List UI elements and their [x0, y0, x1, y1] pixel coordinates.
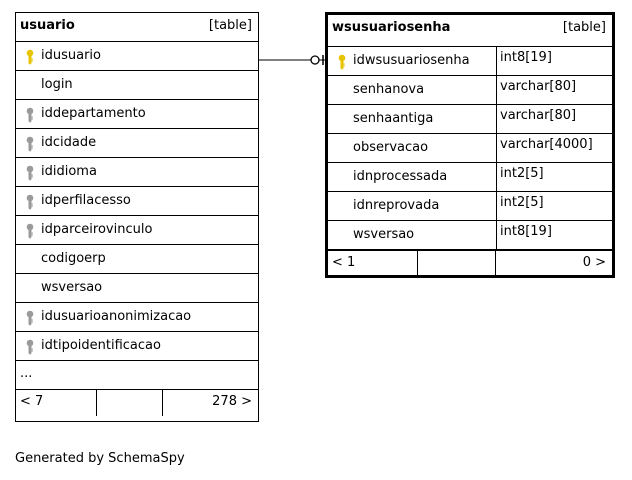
column-name: idperfilacesso: [41, 193, 131, 208]
column-row-login[interactable]: [16, 71, 258, 100]
usuario-table-footer: [16, 390, 258, 416]
column-row-idparceirovinculo[interactable]: [16, 216, 258, 245]
column-row-senhanova[interactable]: [328, 76, 612, 105]
column-row-observacao[interactable]: [328, 134, 612, 163]
column-row-idwsusuariosenha[interactable]: [328, 47, 612, 76]
column-type: int2[5]: [496, 163, 612, 191]
column-row-idusuarioanonimizacao[interactable]: [16, 303, 258, 332]
foreign-key-icon: [25, 223, 35, 239]
column-row-idnprocessada[interactable]: [328, 163, 612, 192]
parents-count[interactable]: < 7: [20, 394, 44, 409]
foreign-key-icon: [25, 165, 35, 181]
column-row-codigoerp[interactable]: [16, 245, 258, 274]
table-title: wsusuariosenha: [332, 20, 451, 35]
table-type-label: [table]: [562, 20, 606, 35]
column-name: login: [41, 77, 73, 92]
column-name: idcidade: [41, 135, 97, 150]
column-name: codigoerp: [41, 251, 106, 266]
generated-by-credit: Generated by SchemaSpy: [15, 451, 185, 466]
primary-key-icon: [337, 54, 347, 70]
column-type: varchar[80]: [496, 76, 612, 104]
column-row-ididioma[interactable]: [16, 158, 258, 187]
column-row-wsversao[interactable]: [16, 274, 258, 303]
foreign-key-icon: [25, 136, 35, 152]
children-count[interactable]: 0 >: [582, 255, 606, 270]
wsusuariosenha-table-header[interactable]: [328, 15, 612, 47]
column-name: idwsusuariosenha: [353, 53, 470, 68]
column-type: varchar[4000]: [496, 134, 612, 162]
foreign-key-icon: [25, 194, 35, 210]
column-name: wsversao: [41, 280, 103, 295]
usuario-table[interactable]: [15, 12, 259, 422]
column-name: idusuarioanonimizacao: [41, 309, 192, 324]
primary-key-icon: [25, 49, 35, 65]
wsusuariosenha-table[interactable]: [325, 12, 615, 278]
column-name: senhaantiga: [353, 111, 434, 126]
column-row-idusuario[interactable]: [16, 42, 258, 71]
column-name: iddepartamento: [41, 106, 146, 121]
column-type: int8[19]: [496, 221, 612, 249]
column-row-idtipoidentificacao[interactable]: [16, 332, 258, 361]
column-row-wsversao[interactable]: [328, 221, 612, 250]
column-row-senhaantiga[interactable]: [328, 105, 612, 134]
column-type: int2[5]: [496, 192, 612, 220]
column-row-idcidade[interactable]: [16, 129, 258, 158]
column-row-idperfilacesso[interactable]: [16, 187, 258, 216]
column-name: idnreprovada: [353, 198, 440, 213]
parents-count[interactable]: < 1: [332, 255, 356, 270]
column-row-idnreprovada[interactable]: [328, 192, 612, 221]
column-name: idusuario: [41, 48, 101, 63]
column-name: idnprocessada: [353, 169, 448, 184]
column-row-iddepartamento[interactable]: [16, 100, 258, 129]
wsusuariosenha-table-footer: [328, 250, 612, 277]
children-count[interactable]: 278 >: [212, 394, 252, 409]
table-title: usuario: [20, 18, 75, 33]
foreign-key-icon: [25, 107, 35, 123]
column-name: observacao: [353, 140, 429, 155]
usuario-table-header[interactable]: [16, 13, 258, 42]
more-columns-row: [16, 361, 258, 390]
column-name: senhanova: [353, 82, 425, 97]
column-type: int8[19]: [496, 47, 612, 75]
column-type: varchar[80]: [496, 105, 612, 133]
foreign-key-icon: [25, 339, 35, 355]
foreign-key-icon: [25, 310, 35, 326]
column-name: idtipoidentificacao: [41, 338, 161, 353]
ellipsis: ...: [20, 366, 33, 381]
table-type-label: [table]: [208, 18, 252, 33]
column-name: idparceirovinculo: [41, 222, 153, 237]
column-name: wsversao: [353, 227, 415, 242]
column-name: ididioma: [41, 164, 97, 179]
